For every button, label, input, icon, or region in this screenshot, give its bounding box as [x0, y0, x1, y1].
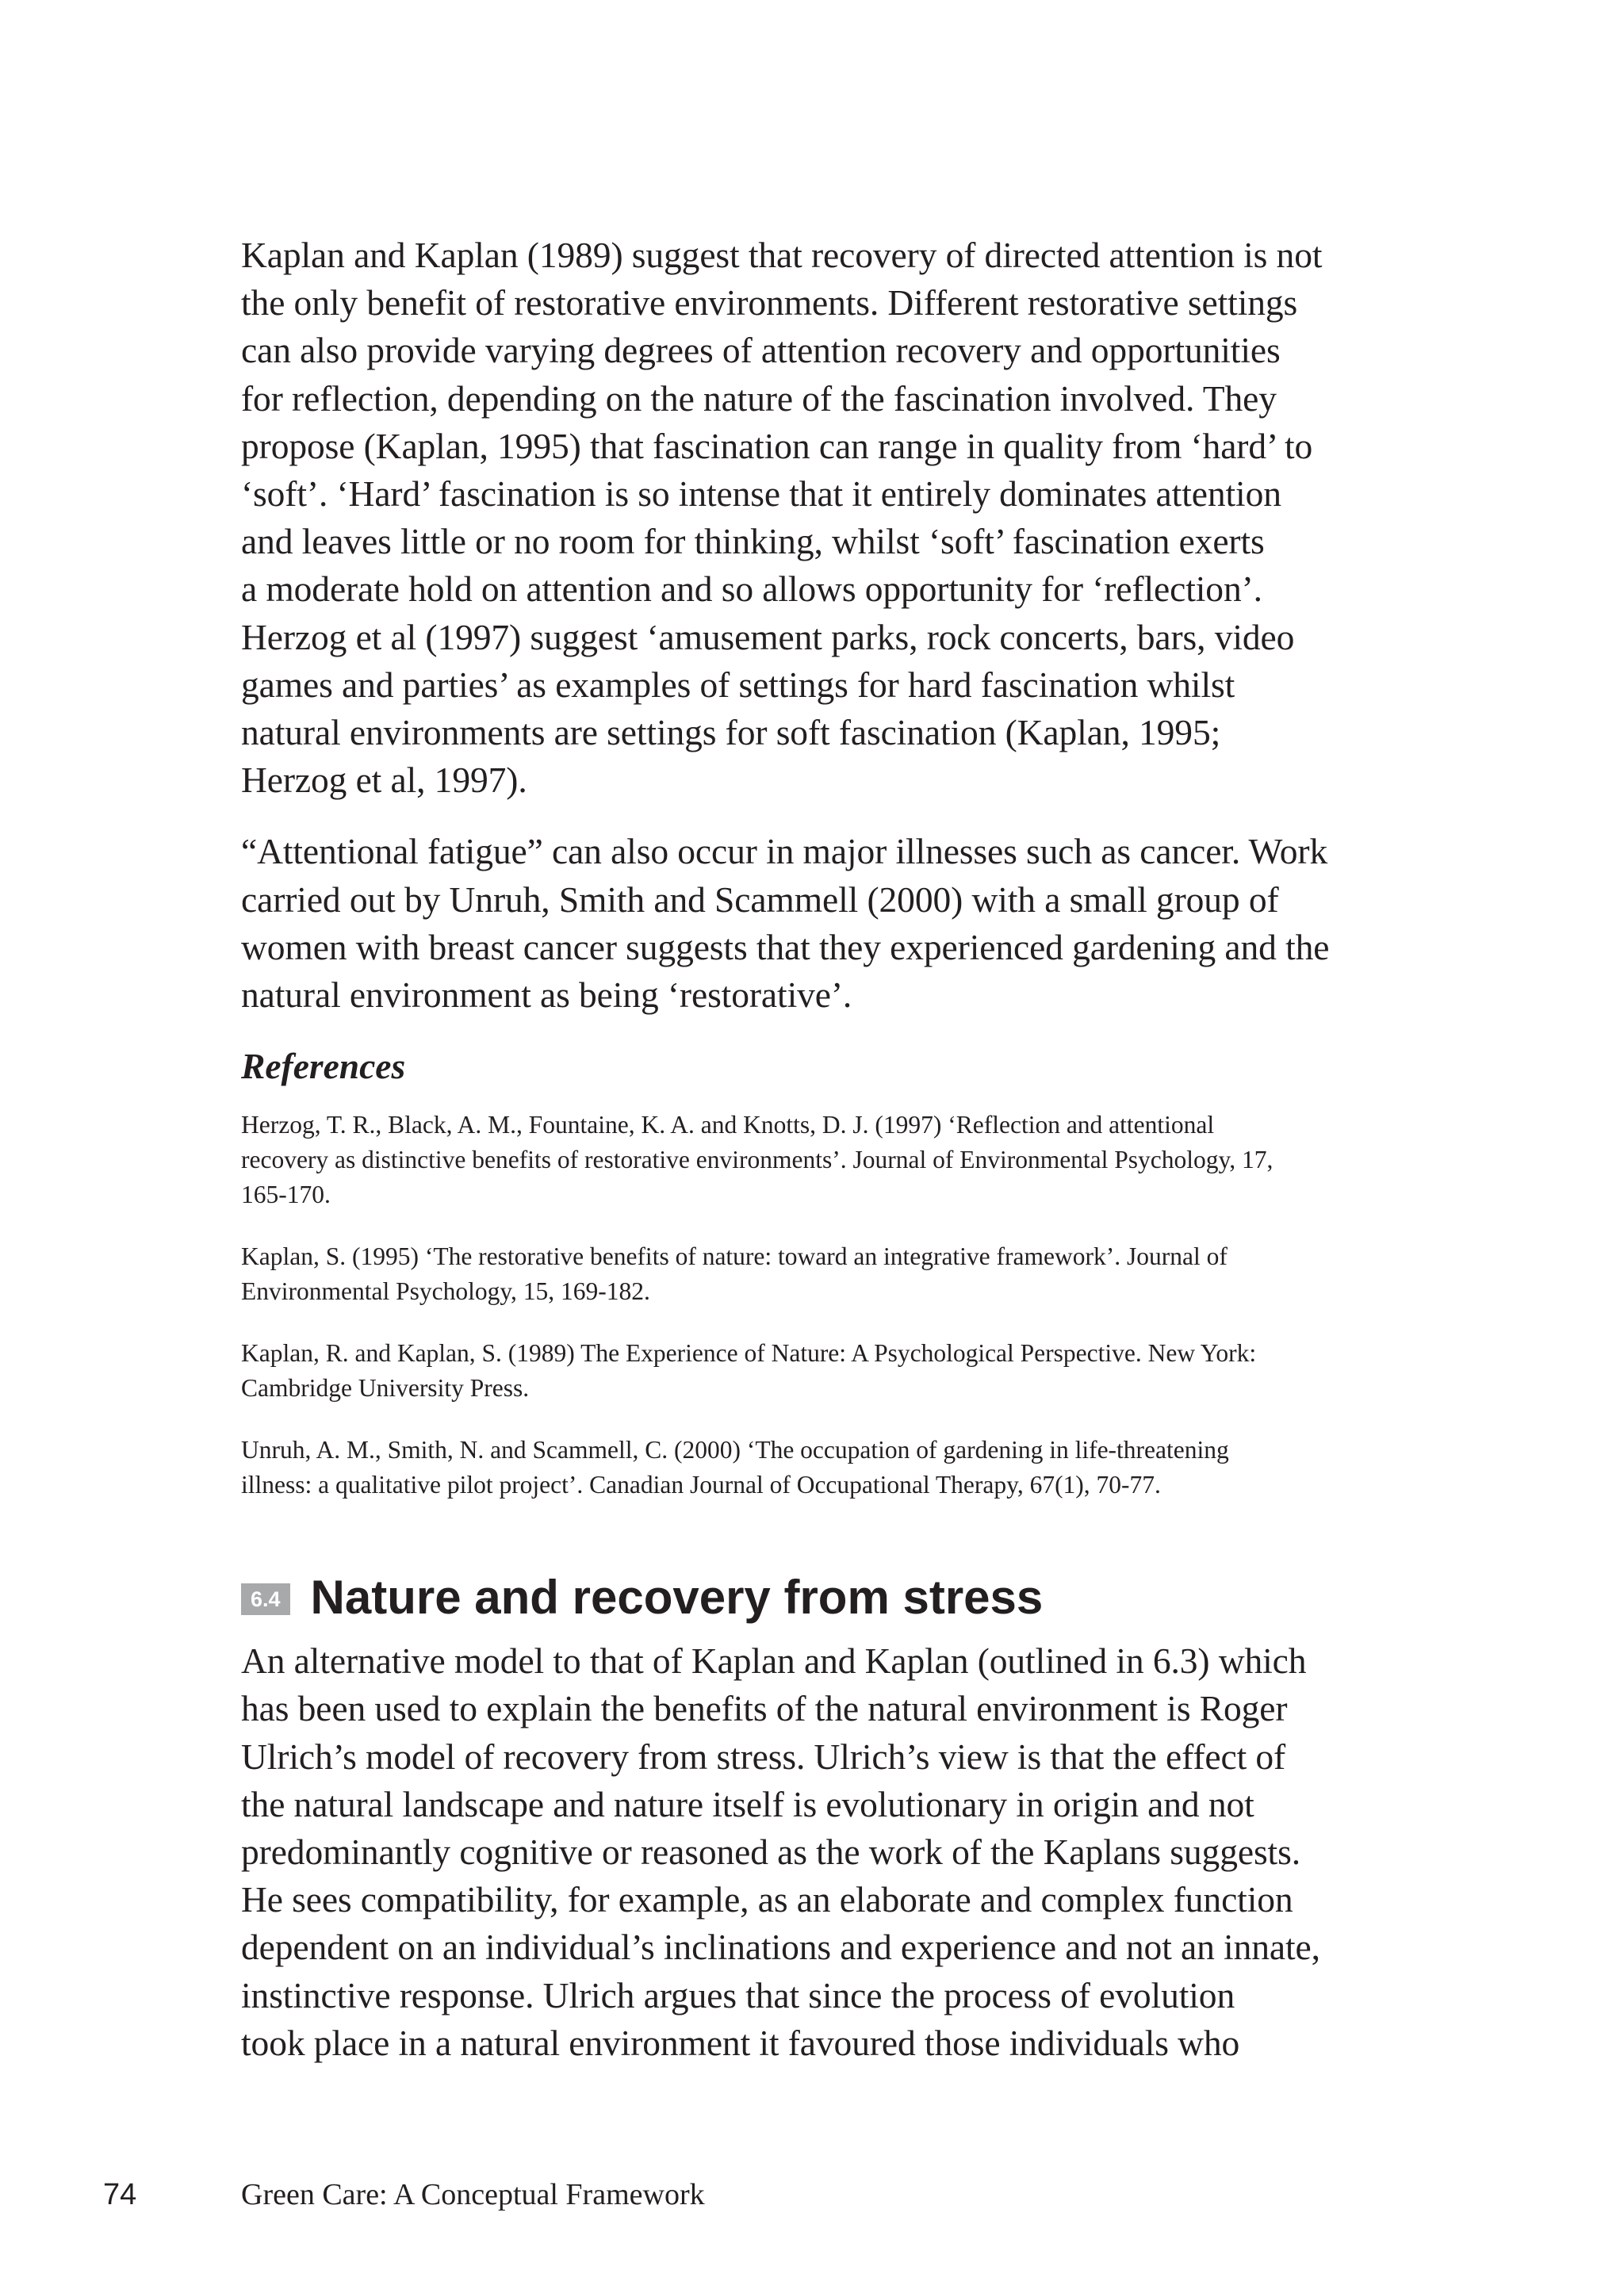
reference-item: Unruh, A. M., Smith, N. and Scammell, C. (2000) ‘The occupation of gardening in life-threatening illness: a qualitative pilot project’. Canadian Journal of Occupational Therapy, 67(1), 70-77. — [241, 1436, 1229, 1499]
references-section — [241, 1043, 1399, 1503]
reference-item: Kaplan, R. and Kaplan, S. (1989) The Experience of Nature: A Psychological Perspective. New York: Cambridge University Press. — [241, 1339, 1257, 1403]
page-content — [241, 232, 1399, 2091]
page-number: 74 — [103, 2178, 137, 2211]
section-title: Nature and recovery from stress — [310, 1571, 1044, 1625]
references-heading: References — [241, 1046, 406, 1087]
body-paragraph: Kaplan and Kaplan (1989) suggest that recovery of directed attention is not the only benefit of restorative environments. Different restorative settings can also provide varying degrees of attention recovery and opportunities for reflection, depending on the nature of the fascination involved. They propose (Kaplan, 1995) that fascination can range in quality from ‘hard’ to ‘soft’. ‘Hard’ fascination is so intense that it entirely dominates attention and leaves little or no room for thinking, whilst ‘soft’ fascination exerts a moderate hold on attention and so allows opportunity for ‘reflection’. Herzog et al (1997) suggest ‘amusement parks, rock concerts, bars, video games and parties’ as examples of settings for hard fascination whilst natural environments are settings for soft fascination (Kaplan, 1995; Herzog et al, 1997). — [241, 235, 1323, 801]
page-footer — [0, 2172, 1624, 2220]
running-title: Green Care: A Conceptual Framework — [241, 2178, 705, 2211]
body-paragraph: “Attentional fatigue” can also occur in major illnesses such as cancer. Work carried out by Unruh, Smith and Scammell (2000) with a small group of women with breast cancer suggests that they experienced gardening and the natural environment as being ‘restorative’. — [241, 831, 1330, 1016]
section-paragraph: An alternative model to that of Kaplan and Kaplan (outlined in 6.3) which has been used to explain the benefits of the natural environment is Roger Ulrich’s model of recovery from stress. Ulrich’s view is that the effect of the natural landscape and nature itself is evolutionary in origin and not predominantly cognitive or reasoned as the work of the Kaplans suggests. He sees compatibility, for example, as an elaborate and complex function dependent on an individual’s inclinations and experience and not an innate, instinctive response. Ulrich argues that since the process of evolution took place in a natural environment it favoured those individuals who — [241, 1640, 1320, 2063]
reference-item: Herzog, T. R., Black, A. M., Fountaine, K. A. and Knotts, D. J. (1997) ‘Reflection and attentional recovery as distinctive benefits of restorative environments’. Journal of Environmental Psychology, 17, 165-170. — [241, 1111, 1274, 1209]
section-heading — [241, 1569, 1399, 1626]
reference-item: Kaplan, S. (1995) ‘The restorative benefits of nature: toward an integrative framework’. Journal of Environmental Psychology, 15, 169-182. — [241, 1242, 1228, 1306]
section-number-badge: 6.4 — [241, 1583, 290, 1615]
